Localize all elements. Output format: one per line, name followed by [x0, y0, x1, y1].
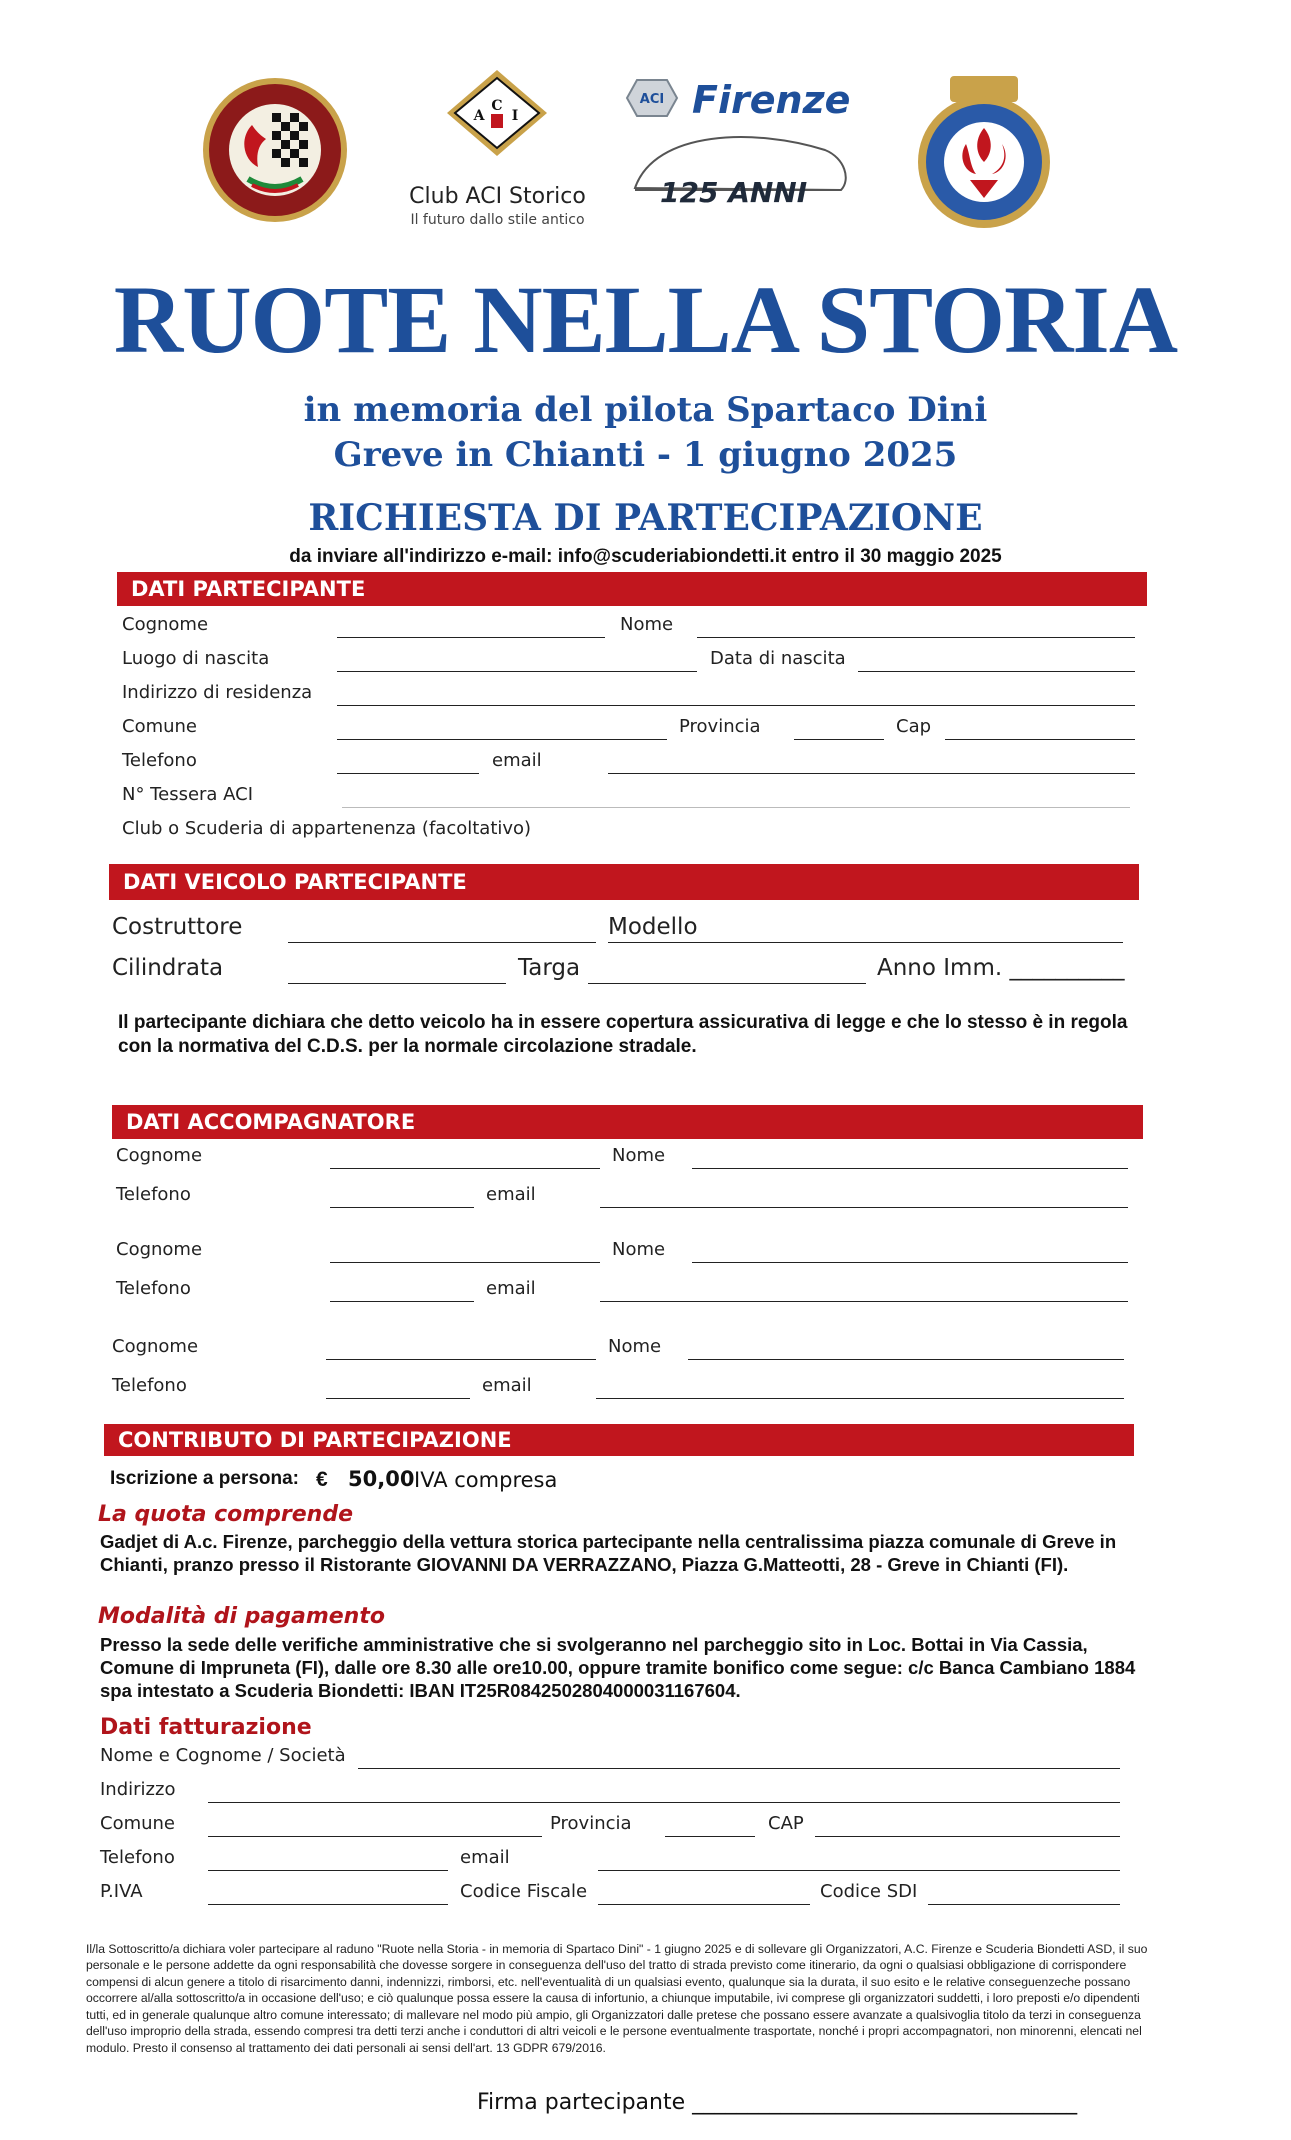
label-acc2-email: email	[486, 1278, 536, 1299]
label-acc3-cognome: Cognome	[112, 1336, 199, 1357]
label-cilindrata: Cilindrata	[112, 955, 224, 981]
label-targa: Targa	[518, 955, 581, 981]
section-dati-accompagnatore: DATI ACCOMPAGNATORE	[112, 1105, 1143, 1139]
label-cap: Cap	[896, 716, 932, 737]
label-acc2-telefono: Telefono	[116, 1278, 191, 1299]
label-data-nascita: Data di nascita	[710, 648, 846, 669]
field-data-nascita[interactable]	[858, 671, 1135, 672]
label-cognome: Cognome	[122, 614, 209, 635]
event-subtitle-date: Greve in Chianti - 1 giugno 2025	[333, 435, 958, 475]
label-acc1-cognome: Cognome	[116, 1145, 203, 1166]
label-club-scuderia: Club o Scuderia di appartenenza (facoltativo)	[122, 818, 532, 839]
event-subtitle-memoria: in memoria del pilota Spartaco Dini	[303, 390, 988, 430]
field-costruttore[interactable]	[288, 942, 596, 943]
field-email[interactable]	[608, 773, 1135, 774]
event-title: RUOTE NELLA STORIA	[113, 266, 1178, 373]
field-acc1-nome[interactable]	[692, 1168, 1128, 1169]
vehicle-declaration: Il partecipante dichiara che detto veicolo ha in essere copertura assicurativa di legge e che lo stesso è in regola con la normativa del C.D.S. per la normale circolazione stradale.	[118, 1012, 1128, 1057]
field-cilindrata[interactable]	[288, 983, 506, 984]
label-acc3-nome: Nome	[608, 1336, 662, 1357]
field-fatt-email[interactable]	[598, 1870, 1120, 1871]
field-fatt-indirizzo[interactable]	[208, 1802, 1120, 1803]
field-acc1-email[interactable]	[600, 1207, 1128, 1208]
field-indirizzo[interactable]	[337, 705, 1135, 706]
pagamento-text: Presso la sede delle verifiche amministrative che si svolgeranno nel parcheggio sito in Loc. Bottai in Via Cassia, Comune di Impruneta (FI), dalle ore 8.30 alle ore10.00, oppure tramite bonifico come segue: c/c Banca Cambiano 1884 spa intestato a Scuderia Biondetti: IBAN IT25R0842502804000031167604.	[100, 1634, 1136, 1702]
field-acc3-email[interactable]	[596, 1398, 1124, 1399]
label-telefono: Telefono	[122, 750, 197, 771]
club-aci-storico-emblem	[443, 68, 551, 158]
label-acc1-nome: Nome	[612, 1145, 666, 1166]
section-contributo: CONTRIBUTO DI PARTECIPAZIONE	[104, 1424, 1134, 1456]
send-to-line: da inviare all'indirizzo e-mail: info@scuderiabiondetti.it entro il 30 maggio 2025	[289, 546, 1002, 567]
field-cognome[interactable]	[337, 637, 605, 638]
contributo-iva: IVA compresa	[414, 1468, 558, 1492]
svg-text:C: C	[491, 98, 503, 114]
svg-text:I: I	[511, 108, 519, 124]
label-comune: Comune	[122, 716, 198, 737]
disclaimer-text: Il/la Sottoscritto/a dichiara voler partecipare al raduno "Ruote nella Storia - in memoria di Spartaco Dini" - 1 giugno 2025 e di sollevare gli Organizzatori, A.C. Firenze e Scuderia Biondetti ASD, il suo personale e le persone addette da ogni responsabilità che dovesse sorgere in conseguenza dell'uso del tratto di strada previsto come itinerario, da ogni o qualsiasi obbligazione di corrispondere compensi di alcun genere a titolo di risarcimento danni, indennizzi, rimborsi, etc. nell'eventualità di un qualsiasi evento, qualunque sia la durata, il suo esito e le relative conseguenzeche possano occorrere al/alla sottoscritto/a in occasione dell'uso; e ciò qualunque possa essere la causa di infortunio, a chiunque imputabile, ivi comprese gli organizzatori suddetti, i loro preposti e/o dipendenti tutti, ed in generale qualunque altro comune interessato; di mallevare nel modo più ampio, gli Organizzatori dalle pretese che possano essere avanzate a qualsivoglia titolo da terzi in conseguenza dell'uso improprio della strada, essendo compresi tra detti terzi anche i conduttori di altri veicoli e le persone eventualmente trasportate, nonché i propri accompagnatori, non minorenni, elencati nel modulo. Presto il consenso al trattamento dei dati personali ai sensi dell'art. 13 GDPR 679/2016.	[86, 1942, 1148, 2055]
label-modello: Modello	[608, 914, 698, 940]
field-acc1-cognome[interactable]	[330, 1168, 600, 1169]
label-fatt-nome-societa: Nome e Cognome / Società	[100, 1745, 346, 1766]
label-indirizzo: Indirizzo di residenza	[122, 682, 313, 703]
section-dati-partecipante: DATI PARTECIPANTE	[117, 572, 1147, 606]
field-fatt-provincia[interactable]	[665, 1836, 755, 1837]
label-acc2-cognome: Cognome	[116, 1239, 203, 1260]
label-fatt-comune: Comune	[100, 1813, 176, 1834]
field-fatt-piva[interactable]	[208, 1904, 448, 1905]
label-fatt-piva: P.IVA	[100, 1881, 143, 1902]
field-acc2-nome[interactable]	[692, 1262, 1128, 1263]
label-acc1-email: email	[486, 1184, 536, 1205]
field-cap[interactable]	[945, 739, 1135, 740]
field-comune[interactable]	[337, 739, 667, 740]
field-acc3-cognome[interactable]	[326, 1359, 596, 1360]
label-fatt-provincia: Provincia	[550, 1813, 632, 1834]
label-fatt-email: email	[460, 1847, 510, 1868]
contributo-currency: €	[316, 1468, 328, 1491]
field-provincia[interactable]	[794, 739, 884, 740]
pagamento-heading: Modalità di pagamento	[98, 1604, 385, 1629]
club-aci-storico-motto: Il futuro dallo stile antico	[410, 212, 585, 228]
aci-firenze-brand: Firenze	[692, 78, 851, 122]
scuderia-biondetti-logo	[200, 75, 350, 225]
signature-line[interactable]: Firma partecipante ___________________________________	[477, 2090, 1078, 2115]
contributo-label: Iscrizione a persona:	[110, 1468, 300, 1489]
quota-text: Gadjet di A.c. Firenze, parcheggio della vettura storica partecipante nella centralissima piazza comunale di Greve in Chianti, pranzo presso il Ristorante GIOVANNI DA VERRAZZANO, Piazza G.Matteotti, 28 - Greve in Chianti (FI).	[100, 1531, 1117, 1576]
label-luogo-nascita: Luogo di nascita	[122, 648, 270, 669]
label-email: email	[492, 750, 542, 771]
quota-heading: La quota comprende	[98, 1502, 353, 1527]
field-acc1-telefono[interactable]	[330, 1207, 474, 1208]
field-targa[interactable]	[588, 983, 866, 984]
field-tessera-aci[interactable]	[342, 807, 1130, 808]
label-fatt-indirizzo: Indirizzo	[100, 1779, 176, 1800]
label-nome: Nome	[620, 614, 674, 635]
automobile-club-firenze-logo	[910, 70, 1058, 230]
field-luogo-nascita[interactable]	[337, 671, 697, 672]
field-fatt-nome-societa[interactable]	[358, 1768, 1120, 1769]
svg-text:ACI: ACI	[639, 92, 665, 107]
section-dati-veicolo: DATI VEICOLO PARTECIPANTE	[109, 864, 1139, 900]
label-fatt-codice-sdi: Codice SDI	[820, 1881, 918, 1902]
svg-text:A: A	[473, 108, 485, 124]
label-anno-imm[interactable]: Anno Imm. __________	[877, 955, 1125, 981]
label-acc2-nome: Nome	[612, 1239, 666, 1260]
label-provincia: Provincia	[679, 716, 761, 737]
label-acc3-telefono: Telefono	[112, 1375, 187, 1396]
field-telefono[interactable]	[337, 773, 479, 774]
label-costruttore: Costruttore	[112, 914, 243, 940]
aci-firenze-125-anni: 125 ANNI	[660, 176, 808, 209]
field-modello[interactable]	[608, 942, 1123, 943]
field-fatt-codice-fiscale[interactable]	[598, 1904, 810, 1905]
label-acc1-telefono: Telefono	[116, 1184, 191, 1205]
field-acc3-nome[interactable]	[688, 1359, 1124, 1360]
field-acc2-telefono[interactable]	[330, 1301, 474, 1302]
label-fatt-telefono: Telefono	[100, 1847, 175, 1868]
label-acc3-email: email	[482, 1375, 532, 1396]
field-fatt-codice-sdi[interactable]	[928, 1904, 1120, 1905]
label-fatt-codice-fiscale: Codice Fiscale	[460, 1881, 588, 1902]
request-title: RICHIESTA DI PARTECIPAZIONE	[308, 497, 983, 539]
field-fatt-telefono[interactable]	[208, 1870, 448, 1871]
label-fatt-cap: CAP	[768, 1813, 804, 1834]
field-nome[interactable]	[697, 637, 1135, 638]
field-acc2-cognome[interactable]	[330, 1262, 600, 1263]
club-aci-storico-name: Club ACI Storico	[409, 184, 586, 209]
fatturazione-heading: Dati fatturazione	[100, 1715, 312, 1740]
label-tessera-aci: N° Tessera ACI	[122, 784, 254, 805]
field-acc2-email[interactable]	[600, 1301, 1128, 1302]
field-fatt-comune[interactable]	[208, 1836, 542, 1837]
contributo-amount: 50,00	[348, 1467, 415, 1491]
field-fatt-cap[interactable]	[815, 1836, 1120, 1837]
field-acc3-telefono[interactable]	[326, 1398, 470, 1399]
